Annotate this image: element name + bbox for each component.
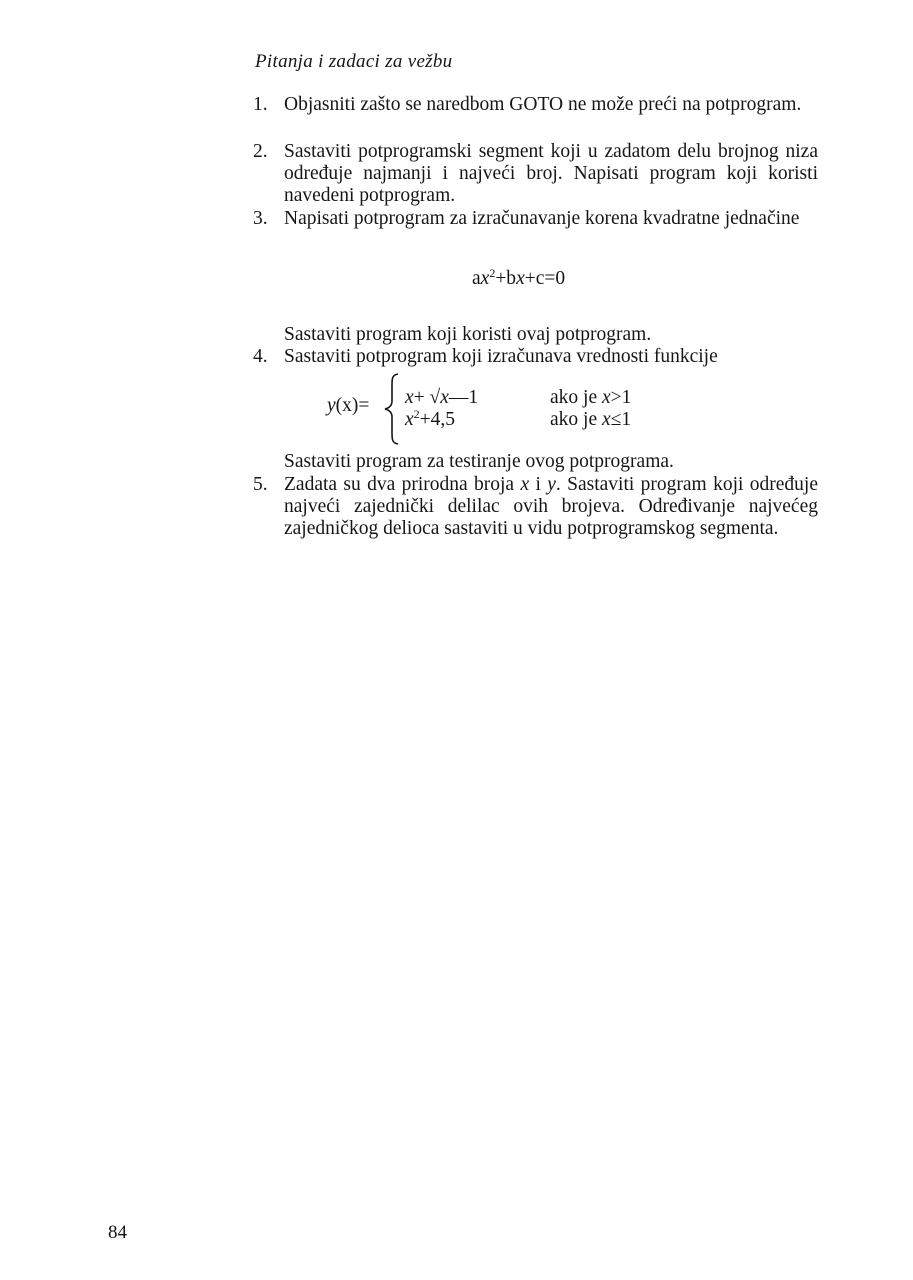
piecewise-equation	[327, 373, 687, 445]
item-text-part: i	[535, 474, 541, 495]
item-text-part: Zadata su dva prirodna broja	[284, 474, 515, 495]
item-text: Sastaviti potprogram koji izračunava vrednosti funkcije	[284, 346, 718, 367]
section-heading: Pitanja i zadaci za vežbu	[255, 51, 453, 72]
list-item	[253, 94, 818, 116]
eq-cond-text: ako je	[550, 387, 598, 408]
eq-var-x: x	[440, 387, 449, 408]
eq-term-c: +c=0	[524, 268, 566, 289]
eq-equals: =	[358, 395, 370, 416]
item-number: 2.	[253, 141, 268, 162]
eq-var-x: x	[480, 268, 490, 289]
item-number: 5.	[253, 474, 268, 495]
item-number: 4.	[253, 346, 268, 367]
item-number: 3.	[253, 208, 268, 229]
eq-var-y: y	[327, 395, 336, 416]
item-text: Objasniti zašto se naredbom GOTO ne može preći na potprogram.	[284, 94, 802, 115]
eq-minus-one: —1	[448, 387, 479, 408]
eq-arg: (x)	[335, 395, 359, 416]
eq-var-x: x	[516, 268, 525, 289]
eq-var-x: x	[405, 409, 414, 430]
eq-cond-rel: ≤1	[610, 409, 632, 430]
item-number: 1.	[253, 94, 268, 115]
var-y: y	[547, 474, 556, 495]
eq-term-b: +b	[495, 268, 517, 289]
eq-sqrt: + √	[413, 387, 441, 408]
item-text: Sastaviti program za testiranje ovog potprograma.	[284, 451, 674, 472]
case-1-expression	[405, 387, 478, 409]
eq-exponent: 2	[413, 407, 420, 421]
list-item-continuation	[253, 324, 818, 346]
var-x: x	[520, 474, 530, 495]
item-text: Sastaviti program koji koristi ovaj potprogram.	[284, 324, 652, 345]
curly-brace-icon	[383, 373, 401, 445]
list-item-continuation	[253, 451, 818, 473]
item-text: Napisati potprogram za izračunavanje korena kvadratne jednačine	[284, 208, 800, 229]
list-item	[253, 346, 818, 368]
item-text: Sastaviti potprogramski segment koji u zadatom delu brojnog niza određuje najmanji i najveći broj. Napisati program koji koristi navedeni potprogram.	[284, 141, 818, 206]
eq-term: +4,5	[419, 409, 456, 430]
page-number: 84	[108, 1222, 127, 1243]
eq-cond-rel: >1	[610, 387, 632, 408]
list-item	[253, 141, 818, 207]
case-2-expression	[405, 409, 455, 431]
eq-var-x: x	[601, 387, 611, 408]
case-1-condition	[550, 387, 631, 409]
case-2-condition	[550, 409, 631, 431]
quadratic-equation	[472, 267, 565, 291]
eq-exponent: 2	[489, 266, 496, 280]
list-item	[253, 208, 818, 230]
piecewise-lhs	[327, 395, 369, 417]
list-item	[253, 474, 818, 540]
eq-var-x: x	[601, 409, 611, 430]
item-text-part: . Sastaviti program koji određuje najveći zajednički delilac ovih brojeva. Određivanje najvećeg zajedničkog delioca sastaviti u vidu potprogramskog segmenta.	[284, 474, 818, 539]
eq-var-x: x	[405, 387, 414, 408]
eq-coef-a: a	[472, 268, 481, 289]
item-text	[284, 474, 818, 540]
eq-cond-text: ako je	[550, 409, 598, 430]
